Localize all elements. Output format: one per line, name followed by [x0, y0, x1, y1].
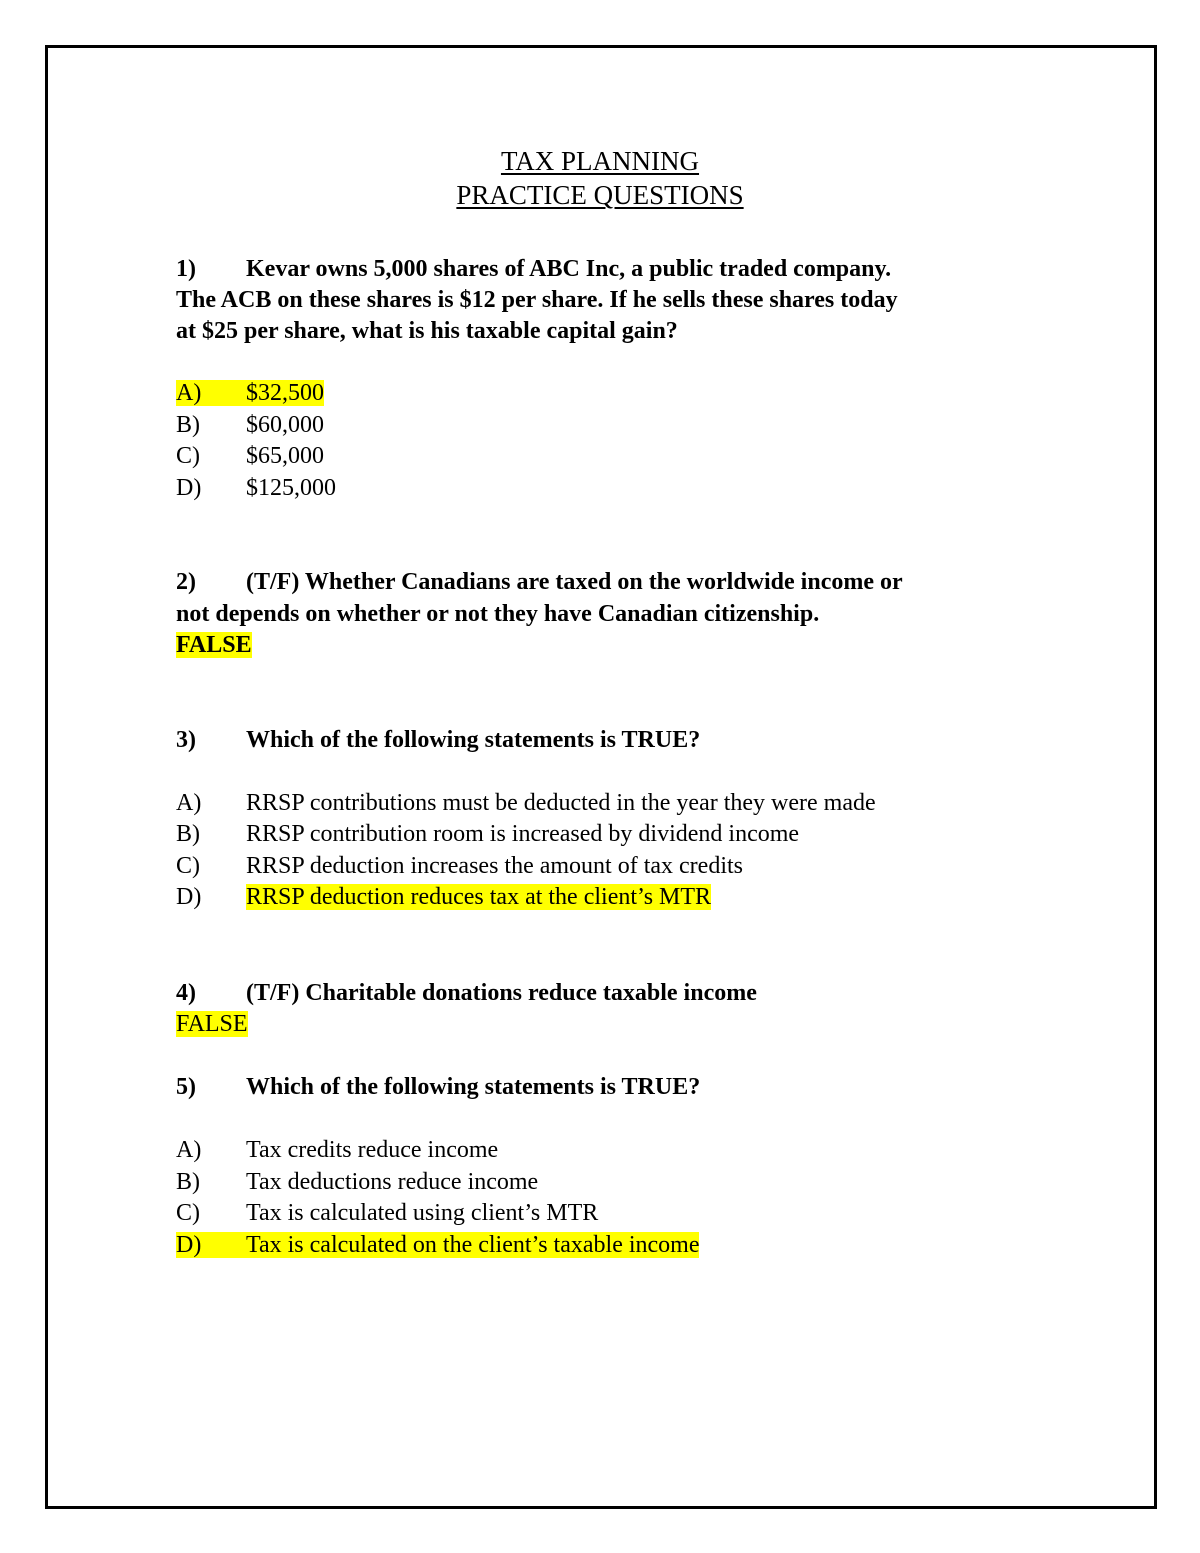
option-letter: B) — [176, 1169, 200, 1195]
question-number: 1) — [176, 256, 196, 282]
question-number: 2) — [176, 569, 196, 595]
option-text: Tax is calculated using client’s MTR — [246, 1200, 599, 1226]
option-text: Tax is calculated on the client’s taxable income — [246, 1232, 700, 1258]
option-letter: C) — [176, 443, 200, 469]
question-1-line-3 — [176, 316, 678, 346]
option-letter: B) — [176, 821, 200, 847]
q5-option-a — [176, 1135, 498, 1165]
answer-false: FALSE — [176, 1011, 248, 1037]
option-letter: C) — [176, 853, 200, 879]
option-letter: D) — [176, 1232, 202, 1258]
option-text: $65,000 — [246, 443, 324, 469]
q5-option-d — [176, 1230, 699, 1260]
q1-option-b — [176, 410, 324, 440]
question-3-line-1 — [176, 725, 700, 755]
question-text: Kevar owns 5,000 shares of ABC Inc, a public traded company. — [246, 256, 892, 282]
question-5-line-1 — [176, 1072, 700, 1102]
question-1-line-1 — [176, 254, 891, 284]
option-letter: C) — [176, 1200, 200, 1226]
correct-answer-highlight: RRSP deduction reduces tax at the client’s MTR — [246, 884, 712, 910]
option-text: $32,500 — [246, 380, 324, 406]
option-letter: D) — [176, 475, 202, 501]
correct-answer-highlight — [176, 380, 324, 406]
question-text: at $25 per share, what is his taxable capital gain? — [176, 318, 678, 344]
q3-option-d — [176, 882, 711, 912]
q1-option-a — [176, 378, 324, 408]
q3-option-b — [176, 819, 799, 849]
option-letter: A) — [176, 1137, 202, 1163]
q3-option-a — [176, 788, 876, 818]
answer-false: FALSE — [176, 632, 252, 658]
page-title — [0, 144, 1200, 212]
q5-option-c — [176, 1198, 598, 1228]
q3-option-c — [176, 851, 743, 881]
option-text: $125,000 — [246, 475, 336, 501]
q4-answer — [176, 1009, 248, 1039]
question-text: Which of the following statements is TRUE? — [246, 1074, 701, 1100]
question-number: 5) — [176, 1074, 196, 1100]
option-text: $60,000 — [246, 412, 324, 438]
question-text: not depends on whether or not they have Canadian citizenship. — [176, 601, 820, 627]
question-2-line-1 — [176, 567, 903, 597]
question-1-line-2 — [176, 285, 898, 315]
option-letter: D) — [176, 884, 202, 910]
question-4-line-1 — [176, 978, 757, 1008]
option-text: RRSP contributions must be deducted in the year they were made — [246, 790, 876, 816]
option-text: RRSP contribution room is increased by dividend income — [246, 821, 800, 847]
question-text: (T/F) Whether Canadians are taxed on the worldwide income or — [246, 569, 903, 595]
question-2-line-2 — [176, 599, 819, 629]
q5-option-b — [176, 1167, 538, 1197]
title-line-2: PRACTICE QUESTIONS — [456, 180, 744, 210]
question-text: The ACB on these shares is $12 per share. If he sells these shares today — [176, 287, 898, 313]
question-text: (T/F) Charitable donations reduce taxable income — [246, 980, 757, 1006]
option-letter: A) — [176, 790, 202, 816]
question-number: 3) — [176, 727, 196, 753]
q1-option-d — [176, 473, 336, 503]
option-letter: A) — [176, 380, 202, 406]
option-text: Tax deductions reduce income — [246, 1169, 539, 1195]
q1-option-c — [176, 441, 324, 471]
option-text: Tax credits reduce income — [246, 1137, 499, 1163]
option-text: RRSP deduction increases the amount of tax credits — [246, 853, 744, 879]
question-number: 4) — [176, 980, 196, 1006]
q2-answer — [176, 630, 252, 660]
correct-answer-highlight — [176, 1232, 699, 1258]
question-text: Which of the following statements is TRUE? — [246, 727, 701, 753]
option-letter: B) — [176, 412, 200, 438]
title-line-1: TAX PLANNING — [500, 146, 700, 176]
